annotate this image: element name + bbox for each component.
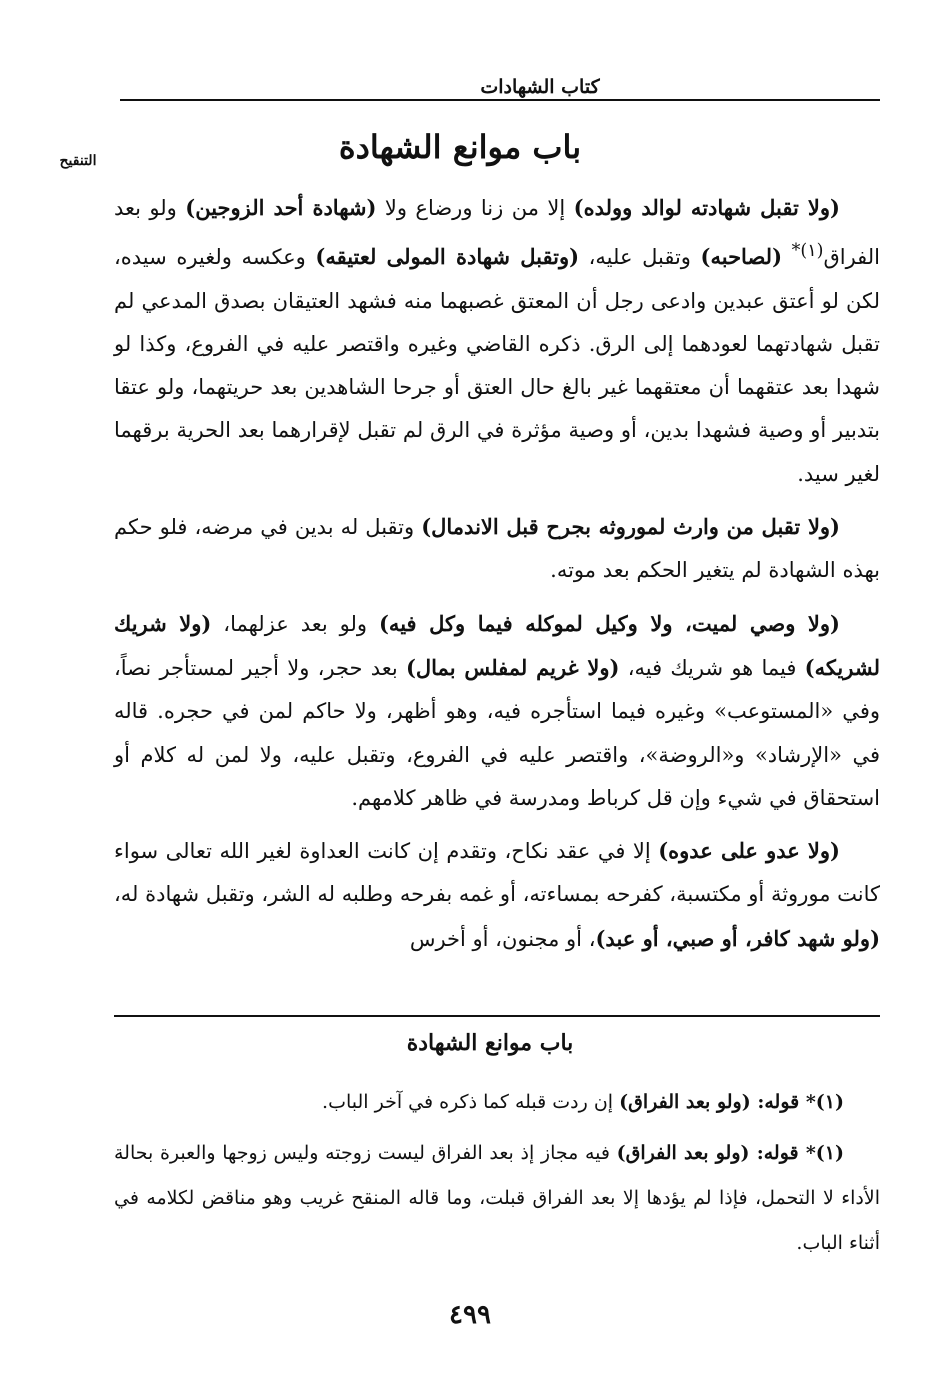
commentary-text: ولو بعد الفراق [114, 196, 881, 270]
footnote-text: إن ردت قبله كما ذكره في آخر الباب. [322, 1091, 620, 1113]
matn-text: (شهادة أحد الزوجين) [185, 195, 377, 220]
footnote-quote: (ولو بعد الفراق) [619, 1091, 751, 1113]
matn-text: (ولا شريك لشريكه) [114, 610, 880, 680]
commentary-text: إلا من زنا ورضاع ولا [376, 196, 574, 220]
footnote-text: فيه مجاز إذ بعد الفراق ليست زوجته وليس زوجها والعبرة بحالة الأداء لا التحمل، فإذا لم يؤدها إلا بعد الفراق قبلت، وما قاله المنقح غريب وهو مناقض لكلامه في أثناء الباب. [114, 1142, 880, 1254]
footnotes [114, 1080, 880, 1272]
running-header: كتاب الشهادات [480, 76, 600, 98]
footnote-rule [114, 1015, 880, 1017]
commentary-text: ، أو مجنون، أو أخرس [409, 926, 596, 951]
matn-text: (ولو شهد كافر، أو صبي، أو عبد) [595, 925, 880, 951]
commentary-text: وتقبل له بدين في مرضه، فلو حكم بهذه الشهادة لم يتغير الحكم بعد موته. [114, 515, 880, 583]
matn-text: (ولا عدو على عدوه) [658, 838, 840, 864]
footnote-section-title: باب موانع الشهادة [406, 1030, 574, 1056]
matn-text: (وتقبل شهادة المولى لعتيقه) [315, 244, 580, 270]
paragraph-1 [114, 186, 880, 496]
header-rule [120, 99, 880, 101]
footnote-label: (١)* قوله: [750, 1091, 844, 1113]
chapter-title: باب موانع الشهادة [338, 128, 582, 166]
margin-note: التنقيح [59, 153, 97, 169]
commentary-text: وتقبل عليه، [579, 245, 701, 270]
paragraph-4 [114, 829, 880, 961]
footnote-2 [114, 1131, 880, 1266]
paragraph-3 [114, 602, 880, 820]
matn-text: (لصاحبه) [700, 244, 783, 270]
main-text [114, 186, 880, 970]
footnote-label: (١)* قوله: [749, 1142, 844, 1164]
footnote-quote: (ولو بعد الفراق) [616, 1142, 750, 1164]
paragraph-2 [114, 505, 880, 593]
page-number: ٤٩٩ [449, 1300, 491, 1330]
commentary-text: وعكسه ولغيره سيده، لكن لو أعتق عبدين وادعى رجل أن المعتق غصبهما منه فشهد العتيقان بصدق المدعي لم تقبل شهادتهما لعودهما إلى الرق. ذكره القاضي وغيره واقتصر عليه في الفروع، وكذا لو شهدا بعد عتقهما أن معتقهما غير بالغ حال العتق أو جرحا الشاهدين بعد حريتهما، ولو عتقا بتدبير أو وصية فشهدا بدين، أو وصية مؤثرة في الرق لم تقبل لإقرارهما بعد الحرية برقهما لغير سيد. [114, 245, 880, 486]
footnote-marker: (١)* [791, 241, 824, 262]
commentary-text [782, 245, 792, 269]
matn-text: (ولا غريم لمفلس بمال) [405, 654, 620, 680]
matn-text: (ولا تقبل شهادته لوالد وولده) [573, 195, 840, 220]
commentary-text: إلا في عقد نكاح، وتقدم إن كانت العداوة لغير الله تعالى سواء كانت موروثة أو مكتسبة، كفرحه بمساءته، أو غمه بفرحه وطلبه له الشر، وتقبل شهادة له، [114, 839, 880, 907]
commentary-text: فيما هو شريك فيه، [619, 655, 805, 680]
footnote-1 [114, 1080, 880, 1125]
matn-text: (ولا وصي لميت، ولا وكيل لموكله فيما وكل فيه) [379, 610, 840, 636]
commentary-text: ولو بعد عزلهما، [211, 611, 379, 636]
commentary-text: بعد حجر، ولا أجير لمستأجر نصاً، وفي «المستوعب» وغيره فيما استأجره فيه، وهو أظهر، ولا حاكم لمن في حجره. قاله في «الإرشاد» و«الروضة»، واقتصر عليه في الفروع، وتقبل عليه، ولا لمن له كلام أو استحقاق في شيء وإن قل كرباط ومدرسة في ظاهر كلامهم. [114, 655, 880, 810]
matn-text: (ولا تقبل من وارث لموروثه بجرح قبل الاندمال) [421, 514, 840, 540]
